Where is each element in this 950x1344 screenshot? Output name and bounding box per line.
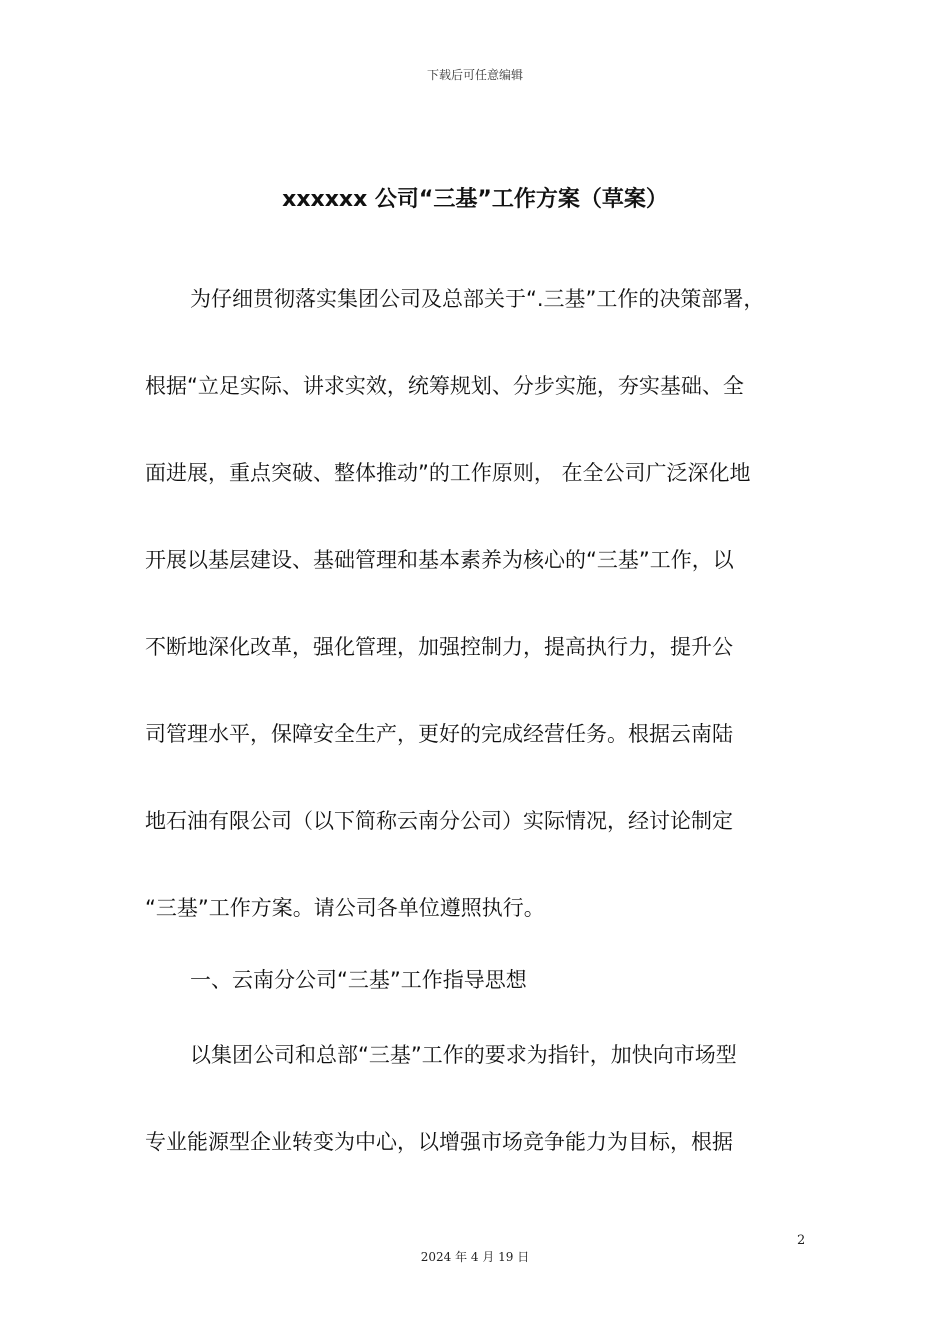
paragraph-1-line-1: 为仔细贯彻落实集团公司及总部关于“.三基”工作的决策部署，	[190, 287, 765, 311]
paragraph-2-line-1: 以集团公司和总部“三基”工作的要求为指针，加快向市场型	[190, 1043, 737, 1067]
paragraph-1-line-5: 不断地深化改革，强化管理，加强控制力，提高执行力，提升公	[145, 635, 733, 659]
document-body	[145, 0, 810, 1344]
page-number: 2	[797, 1233, 806, 1248]
paragraph-1-line-3: 面进展，重点突破、整体推动”的工作原则， 在全公司广泛深化地	[145, 461, 751, 485]
paragraph-1-line-7: 地石油有限公司（以下简称云南分公司）实际情况，经讨论制定	[145, 809, 733, 833]
footer-date: 2024 年 4 月 19 日	[420, 1250, 530, 1264]
section-1-heading: 一、云南分公司“三基”工作指导思想	[190, 968, 527, 992]
document-title: xxxxxx 公司“三基”工作方案（草案）	[282, 187, 668, 212]
paragraph-2-line-2: 专业能源型企业转变为中心，以增强市场竞争能力为目标，根据	[145, 1130, 733, 1154]
paragraph-1-line-6: 司管理水平，保障安全生产，更好的完成经营任务。根据云南陆	[145, 722, 733, 746]
paragraph-1-line-4: 开展以基层建设、基础管理和基本素养为核心的“三基”工作，以	[145, 548, 734, 572]
paragraph-1-line-2: 根据“立足实际、讲求实效，统筹规划、分步实施，夯实基础、全	[145, 374, 744, 398]
header-note: 下载后可任意编辑	[426, 68, 523, 82]
paragraph-1-line-8: “三基”工作方案。请公司各单位遵照执行。	[145, 896, 545, 920]
